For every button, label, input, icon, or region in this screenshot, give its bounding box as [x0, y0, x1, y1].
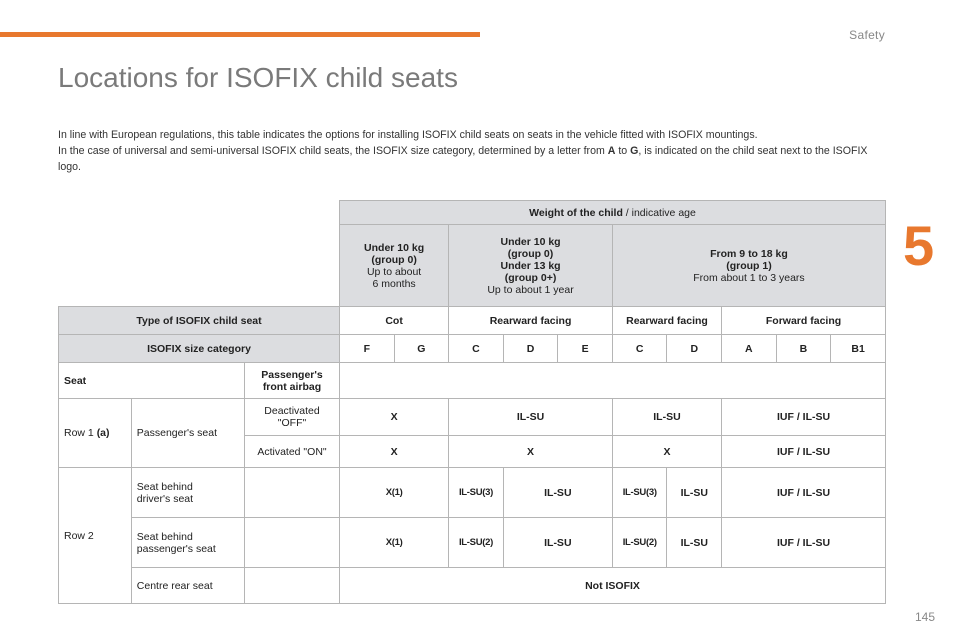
size-cell: A: [722, 335, 777, 363]
seat-value: IL-SU: [667, 518, 722, 568]
group-label: (group 0+): [504, 271, 557, 284]
row-1-note: (a): [96, 427, 110, 439]
seat-value: X(1): [340, 468, 449, 518]
intro-paragraph: [58, 127, 888, 175]
header-accent-bar: [0, 32, 480, 37]
isofix-table: [58, 200, 886, 604]
size-cell: F: [340, 335, 395, 363]
type-label: Type of ISOFIX child seat: [59, 307, 340, 335]
row-1-seat: Passenger's seat: [131, 399, 244, 468]
page-title: Locations for ISOFIX child seats: [58, 62, 458, 93]
seat-value: IUF / IL-SU: [722, 518, 886, 568]
group-age: Up to about 1 year: [487, 283, 574, 296]
size-cell: G: [394, 335, 449, 363]
airbag-label-line: front airbag: [262, 380, 322, 393]
group-label: Under 10 kg: [500, 235, 561, 248]
size-cell: C: [449, 335, 504, 363]
seat-value: X: [340, 436, 449, 468]
page-number: 145: [915, 610, 936, 624]
row-2-label: Row 2: [59, 468, 132, 604]
intro-line-1: In line with European regulations, this table indicates the options for installing ISOFIX child seats on seats in the vehicle fitted with ISOFIX mountings.: [58, 129, 758, 141]
airbag-label: [244, 363, 339, 399]
group-1-header: [612, 225, 885, 307]
size-cell: D: [503, 335, 558, 363]
size-cell: D: [667, 335, 722, 363]
seat-name-line: passenger's seat: [136, 542, 216, 555]
airbag-deactivated: [244, 399, 339, 436]
airbag-activated: Activated "ON": [244, 436, 339, 468]
type-cell: Rearward facing: [449, 307, 613, 335]
size-cell: E: [558, 335, 613, 363]
seat-value: IUF / IL-SU: [722, 436, 886, 468]
intro-line-2b: , is indicated on the child seat next to the ISOFIX logo.: [58, 145, 868, 173]
seat-name-line: Seat behind: [136, 530, 193, 543]
group-label: From 9 to 18 kg: [710, 247, 788, 260]
size-cell: B: [776, 335, 831, 363]
intro-letter-a: A: [607, 145, 616, 157]
type-cell: Rearward facing: [612, 307, 721, 335]
seat-name-line: Seat behind: [136, 480, 193, 493]
group-0plus-header: [449, 225, 613, 307]
size-cell: C: [612, 335, 667, 363]
seat-value: X: [612, 436, 721, 468]
section-label: Safety: [849, 28, 885, 42]
seat-value: X(1): [340, 518, 449, 568]
weight-header: [340, 201, 886, 225]
seat-value: IUF / IL-SU: [722, 399, 886, 436]
row-2-seat: Centre rear seat: [131, 568, 244, 604]
group-label: Under 13 kg: [500, 259, 561, 272]
centre-seat-value: Not ISOFIX: [340, 568, 886, 604]
group-label: Under 10 kg: [364, 241, 425, 254]
intro-line-2a: In the case of universal and semi-universal ISOFIX child seats, the ISOFIX size category, determined by a letter from: [58, 145, 608, 157]
seat-label: Seat: [59, 363, 245, 399]
row-2-seat: [131, 468, 244, 518]
group-age: 6 months: [372, 277, 416, 290]
chapter-number: 5: [903, 214, 935, 277]
row-1-text: Row 1: [64, 427, 97, 439]
group-0-header: [340, 225, 449, 307]
seat-value: IL-SU: [612, 399, 721, 436]
seat-value: X: [340, 399, 449, 436]
size-cell: B1: [831, 335, 886, 363]
airbag-state-line: "OFF": [277, 417, 307, 429]
group-age: Up to about: [366, 265, 422, 278]
group-age: From about 1 to 3 years: [693, 271, 805, 284]
type-cell: Cot: [340, 307, 449, 335]
type-cell: Forward facing: [722, 307, 886, 335]
seat-value: X: [449, 436, 613, 468]
airbag-state-line: Deactivated: [264, 405, 320, 417]
row-1-label: [59, 399, 132, 468]
seat-value: IL-SU(2): [612, 518, 667, 568]
seat-value: IL-SU: [449, 399, 613, 436]
seat-value: IL-SU(3): [612, 468, 667, 518]
seat-value: IL-SU: [503, 518, 612, 568]
size-label: ISOFIX size category: [59, 335, 340, 363]
group-label: (group 0): [507, 247, 554, 260]
seat-value: IL-SU: [503, 468, 612, 518]
intro-letter-g: G: [630, 145, 639, 157]
group-label: (group 0): [371, 253, 417, 266]
seat-value: IL-SU(3): [449, 468, 504, 518]
seat-value: IL-SU: [667, 468, 722, 518]
weight-header-bold: Weight of the child: [529, 206, 623, 219]
airbag-label-line: Passenger's: [261, 368, 323, 381]
seat-value: IUF / IL-SU: [722, 468, 886, 518]
weight-header-rest: / indicative age: [622, 206, 696, 219]
row-2-seat: [131, 518, 244, 568]
intro-to: to: [615, 145, 631, 157]
group-label: (group 1): [726, 259, 772, 272]
seat-name-line: driver's seat: [136, 492, 194, 505]
seat-value: IL-SU(2): [449, 518, 504, 568]
